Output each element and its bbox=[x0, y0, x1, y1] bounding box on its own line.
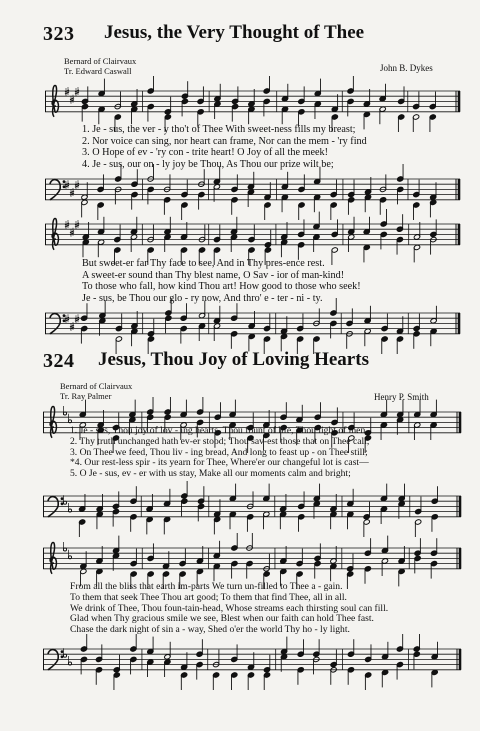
verse-lyrics bbox=[70, 426, 462, 480]
hymn-number: 323 bbox=[43, 23, 75, 45]
hymn-composer: Henry P. Smith bbox=[374, 392, 429, 402]
music-staff-bass bbox=[45, 305, 460, 345]
hymn-title: Jesus, Thou Joy of Loving Hearts bbox=[98, 349, 369, 370]
verse-line: A sweet-er sound than Thy blest name, O Sav - ior of man-kind! bbox=[82, 269, 345, 281]
verse-line: 1. Je - sus, Thou joy of lov - ing hearts, Thou fount of life, Thou light of men, bbox=[70, 426, 368, 436]
hymn-title: Jesus, the Very Thought of Thee bbox=[104, 22, 365, 43]
verse-line: 2. Thy truth unchanged hath ev-er stood; Thou sav-est those that on Thee call; bbox=[70, 435, 370, 447]
verse-line: Chase the dark night of sin a - way, Shed o'er the world Thy ho - ly light. bbox=[70, 624, 350, 636]
verse-lyrics bbox=[82, 258, 462, 304]
verse-line: 3. O Hope of ev - 'ry con - trite heart! O Joy of all the meek! bbox=[82, 147, 328, 159]
verse-line: 1. Je - sus, the ver - y tho't of Thee With sweet-ness fills my breast; bbox=[82, 124, 356, 135]
music-staff-treble bbox=[45, 83, 460, 123]
music-staff-bass bbox=[43, 641, 461, 681]
hymn-number: 324 bbox=[43, 350, 75, 372]
verse-line: To them that seek Thee Thou art good; To them that find Thee, all in all. bbox=[70, 591, 347, 603]
verse-line: Je - sus, be Thou our glo - ry now, And thro' e - ter - ni - ty. bbox=[82, 292, 323, 304]
hymn-author: Bernard of Clairvaux bbox=[64, 56, 137, 66]
hymn-composer: John B. Dykes bbox=[380, 63, 433, 73]
verse-lyrics bbox=[70, 582, 462, 636]
hymn-translator: Tr. Edward Caswall bbox=[64, 66, 132, 76]
verse-line: From all the bliss that earth im-parts We turn un-filled to Thee a - gain. bbox=[70, 582, 343, 592]
verse-line: 2. Nor voice can sing, nor heart can frame, Nor can the mem - 'ry find bbox=[82, 135, 367, 147]
music-staff-treble bbox=[45, 216, 460, 256]
verse-line: We drink of Thee, Thou foun-tain-head, Whose streams each thirsting soul can fill. bbox=[70, 602, 389, 614]
verse-line: 3. On Thee we feed, Thou liv - ing bread, And long to feast up - on Thee still; bbox=[70, 446, 368, 458]
verse-line: 4. Je - sus, our on - ly joy be Thou, As Thou our prize wilt be; bbox=[82, 158, 334, 170]
verse-lyrics bbox=[82, 124, 462, 170]
verse-line: 5. O Je - sus, ev - er with us stay, Make all our moments calm and bright; bbox=[70, 468, 351, 480]
music-staff-treble bbox=[43, 540, 461, 580]
music-staff-bass bbox=[45, 171, 460, 211]
hymn-author: Bernard of Clairvaux bbox=[60, 381, 133, 391]
verse-line: But sweet-er far Thy face to see, And in Thy pres-ence rest. bbox=[82, 258, 325, 269]
hymn-translator: Tr. Ray Palmer bbox=[60, 391, 112, 401]
verse-line: Glad when Thy gracious smile we see, Blest when our faith can hold Thee fast. bbox=[70, 613, 374, 625]
verse-line: To those who fall, how kind Thou art! How good to those who seek! bbox=[82, 281, 361, 293]
music-staff-bass bbox=[43, 488, 461, 528]
verse-line: *4. Our rest-less spir - its yearn for Thee, Where'er our changeful lot is cast— bbox=[70, 457, 369, 469]
